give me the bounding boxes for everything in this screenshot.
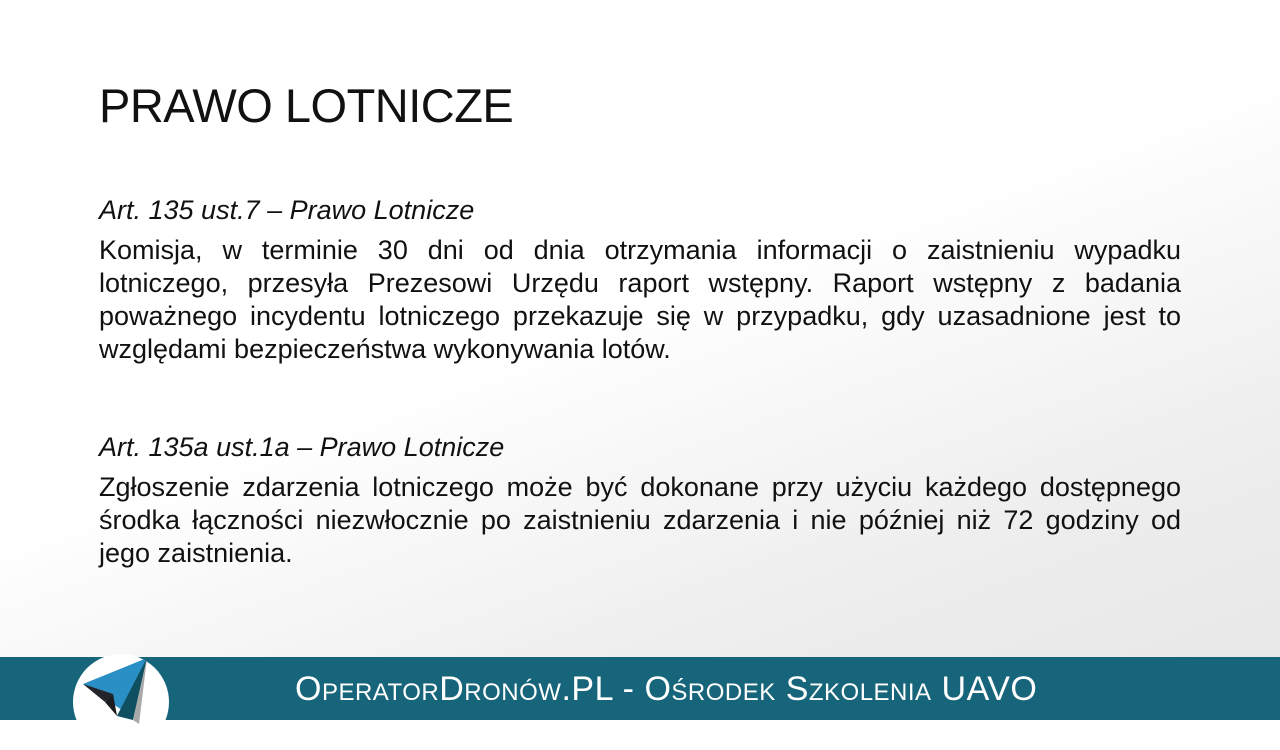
paper-plane-icon [73,654,169,750]
article-section-1 [99,192,1181,366]
article-section-2 [99,429,1181,570]
article-body: Komisja, w terminie 30 dni od dnia otrzymania informacji o zaistnieniu wypadku lotniczego, przesyła Prezesowi Urzędu raport wstępny. Raport wstępny z badania poważnego incydentu lotniczego przekazuje się w przypadku, gdy uzasadnione jest to względami bezpieczeństwa wykonywania lotów. [99,235,1181,364]
article-body: Zgłoszenie zdarzenia lotniczego może być dokonane przy użyciu każdego dostępnego środka łączności niezwłocznie po zaistnieniu zdarzenia i nie później niż 72 godziny od jego zaistnienia. [99,472,1181,568]
slide-content [99,192,1181,570]
article-heading: Art. 135a ust.1a – Prawo Lotnicze [99,432,505,462]
article-heading: Art. 135 ust.7 – Prawo Lotnicze [99,195,475,225]
slide-title: PRAWO LOTNICZE [99,79,514,132]
logo [73,654,169,750]
footer-title: OperatorDronów.PL - Ośrodek Szkolenia UAVO [295,670,1038,708]
